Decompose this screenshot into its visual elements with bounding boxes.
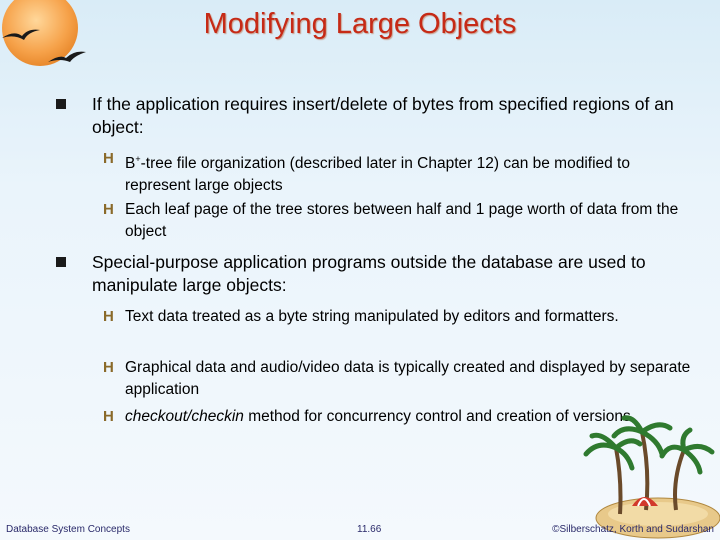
bullet-text: Special-purpose application programs outside the database are used to manipulate large objects: — [92, 252, 646, 295]
sub-bullet-text: checkout/checkin method for concurrency control and creation of versions — [125, 408, 631, 425]
sub-bullet-icon: H — [103, 359, 114, 376]
bullet-text: If the application requires insert/delete of bytes from specified regions of an object: — [92, 94, 674, 137]
sub-bullet-text: Text data treated as a byte string manipulated by editors and formatters. — [125, 308, 619, 325]
footer-copyright: ©Silberschatz, Korth and Sudarshan — [552, 524, 714, 535]
sub-bullet-text: Each leaf page of the tree stores between half and 1 page worth of data from the object — [125, 201, 679, 240]
square-bullet-icon — [56, 257, 66, 267]
palm-island-icon — [580, 410, 720, 540]
sub-bullet-text: B+-tree file organization (described later in Chapter 12) can be modified to represent large objects — [125, 154, 630, 195]
footer-course: Database System Concepts — [6, 524, 130, 535]
sub-bullet-icon: H — [103, 408, 114, 425]
square-bullet-icon — [56, 99, 66, 109]
slide-title: Modifying Large Objects — [203, 8, 517, 40]
footer-page-number: 11.66 — [357, 524, 382, 535]
sub-bullet-icon: H — [103, 150, 114, 167]
sub-bullet-text: Graphical data and audio/video data is typically created and displayed by separate application — [125, 359, 691, 398]
sub-bullet-icon: H — [103, 308, 114, 325]
sub-bullet-icon: H — [103, 201, 114, 218]
